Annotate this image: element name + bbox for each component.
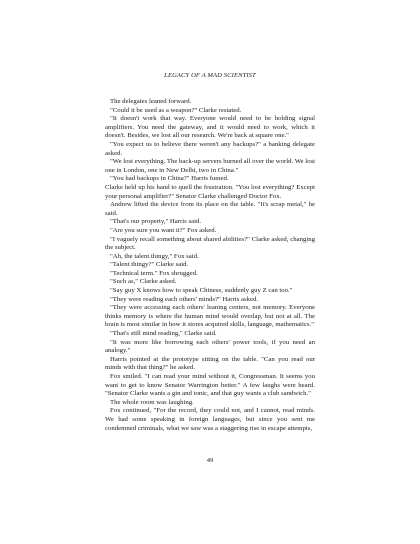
paragraph: "It was more like borrowing each others' power tools, if you need an analogy." (105, 338, 315, 355)
page-number: 49 (206, 457, 214, 464)
paragraph: "Are you sure you want it?" Fox asked. (110, 226, 217, 234)
paragraph: "It doesn't work that way. Everyone would need to be holding signal amplifiers. You need the gateway, and it would need to work, which it doesn't. Besides, we lost all our research. We're back at square one." (105, 115, 315, 140)
paragraph: Harris pointed at the prototype sitting on the table. "Can you read our minds with that thing?" he asked. (105, 355, 315, 372)
paragraph: "They were reading each others' minds?" Harris asked. (110, 295, 259, 303)
running-title: LEGACY OF A MAD SCIENTIST (164, 72, 256, 79)
paragraph: "We lost everything. The back-up servers burned all over the world. We lost one in London, one in New Delhi, two in China." (105, 158, 315, 174)
paragraph: The whole room was laughing. (110, 398, 194, 406)
paragraph: "That's still mind reading," Clarke said. (110, 330, 217, 338)
paragraph: Fox smiled. "I can read your mind without it, Congressman. It seems you want to get to know Senator Warrington better." A few laughs were heard. "Senator Clarke wants a gin and tonic, and that guy wants a club sandwich." (105, 373, 315, 398)
body-text (105, 98, 315, 433)
paragraph: "Could it be used as a weapon?" Clarke restated. (110, 106, 242, 114)
paragraph: Clarke held up his hand to quell the frustration. "You lost everything? Except your personal amplifier?" Senator Clarke challenged Doctor Fox. (105, 183, 315, 200)
paragraph: "You expect us to believe there weren't any backups?" a banking delegate asked. (105, 140, 315, 157)
paragraph: "Technical term." Fox shrugged. (110, 269, 198, 277)
paragraph: "I vaguely recall something about shared abilities?" Clarke asked, changing the subject. (105, 235, 315, 252)
paragraph: "Say guy X knows how to speak Chinese, suddenly guy Z can too." (110, 287, 293, 295)
paragraph: "That's our property," Harris said. (110, 218, 202, 226)
paragraph: The delegates leaned forward. (110, 98, 192, 105)
paragraph: "Such as," Clarke asked. (110, 278, 177, 286)
paragraph: "They were accessing each others' leaning centers, not memory. Everyone thinks memory is where the human mind would overlap, but not at all. The brain is most similar in how it stores acquired skills, language, mathematics." (105, 304, 315, 329)
paragraph: "Talent thingy?" Clarke said. (110, 261, 189, 269)
paragraph: "Ah, the talent thingy," Fox said. (110, 252, 199, 260)
paragraph: Andrew lifted the device from its place on the table. "It's scrap metal," he said. (105, 201, 315, 217)
paragraph: Fox continued, "For the record, they could not, and I cannot, read minds. We had some speaking in foreign languages, but since you sent me condemned criminals, what we saw was a staggering rise in escape attempts, (105, 407, 315, 432)
paragraph: "You had backups in China?" Harris fumed. (110, 175, 229, 183)
